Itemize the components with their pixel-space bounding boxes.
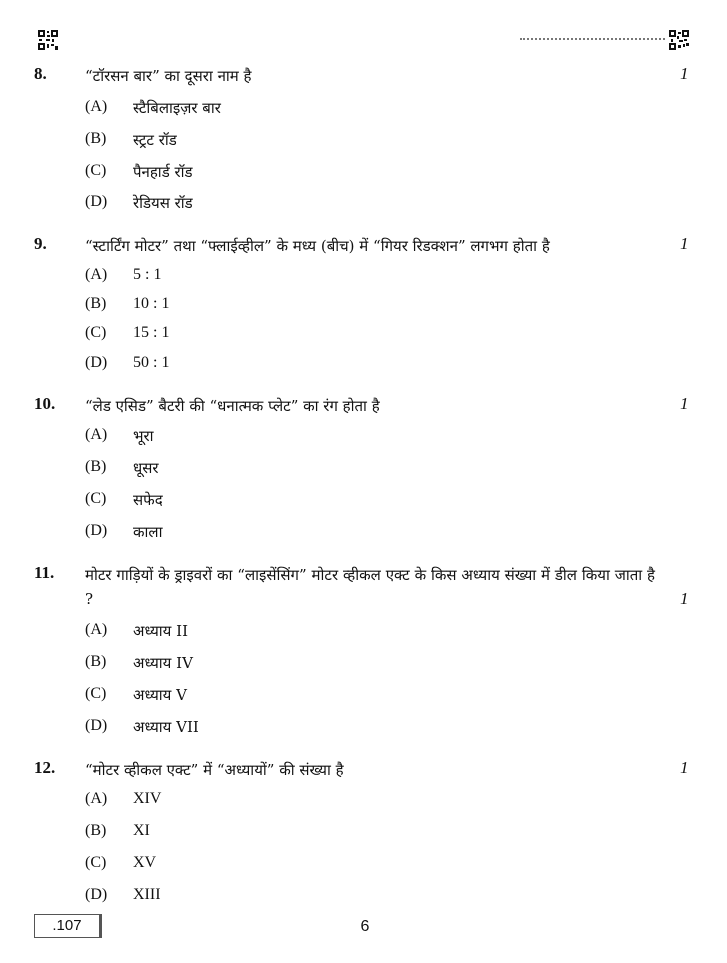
question-number: 8. (34, 64, 47, 83)
option-label: (C) (85, 490, 107, 507)
option-label: (A) (85, 790, 108, 807)
option-text: भूरा (133, 427, 154, 445)
option-label: (D) (85, 354, 108, 371)
question-text: “लेड एसिड” बैटरी की “धनात्मक प्लेट” का रंग होता है (85, 397, 380, 415)
option-text: स्टैबिलाइज़र बार (133, 99, 221, 117)
option-text: XIII (133, 886, 161, 903)
question-number: 12. (34, 758, 56, 777)
option-label: (B) (85, 130, 107, 147)
option-text: काला (133, 523, 163, 541)
option-text: स्ट्रट रॉड (133, 131, 177, 149)
question-text: “टॉरसन बार” का दूसरा नाम है (85, 67, 252, 85)
option-text: XIV (133, 790, 162, 807)
option-text: अध्याय VII (133, 718, 199, 736)
option-label: (B) (85, 295, 107, 312)
option-label: (A) (85, 266, 108, 283)
option-text: 5 : 1 (133, 266, 162, 283)
option-label: (B) (85, 653, 107, 670)
question-marks: 1 (680, 394, 689, 413)
option-text: धूसर (133, 459, 159, 477)
header-dotted-line (520, 38, 665, 40)
question-text: “मोटर व्हीकल एक्ट” में “अध्यायों” की संख्या है (85, 761, 344, 779)
question-marks: 1 (680, 589, 689, 608)
qr-code-icon (669, 30, 689, 50)
option-text: XI (133, 822, 150, 839)
option-label: (C) (85, 685, 107, 702)
option-text: पैनहार्ड रॉड (133, 163, 193, 181)
option-label: (B) (85, 822, 107, 839)
question-number: 9. (34, 234, 47, 253)
paper-code: .107 (34, 914, 102, 938)
option-label: (C) (85, 324, 107, 341)
option-text: 10 : 1 (133, 295, 170, 312)
option-text: 15 : 1 (133, 324, 170, 341)
option-label: (A) (85, 426, 108, 443)
option-text: अध्याय II (133, 622, 189, 640)
question-marks: 1 (680, 234, 689, 253)
option-label: (D) (85, 193, 108, 210)
option-label: (C) (85, 854, 107, 871)
question-text: मोटर गाड़ियों के ड्राइवरों का “लाइसेंसिंग” मोटर व्हीकल एक्ट के किस अध्याय संख्या में डील किया जाता है ? (85, 566, 655, 608)
option-label: (D) (85, 717, 108, 734)
option-label: (B) (85, 458, 107, 475)
option-label: (C) (85, 162, 107, 179)
page-number: 6 (360, 918, 370, 935)
question-text: “स्टार्टिंग मोटर” तथा “फ्लाईव्हील” के मध्य (बीच) में “गियर रिडक्शन” लगभग होता है (85, 237, 550, 255)
question-marks: 1 (680, 64, 689, 83)
option-label: (A) (85, 621, 108, 638)
option-text: XV (133, 854, 157, 871)
option-label: (A) (85, 98, 108, 115)
option-label: (D) (85, 522, 108, 539)
qr-code-icon (38, 30, 58, 50)
question-marks: 1 (680, 758, 689, 777)
question-number: 11. (34, 563, 55, 582)
option-text: सफेद (133, 491, 163, 509)
option-text: अध्याय IV (133, 654, 193, 672)
option-label: (D) (85, 886, 108, 903)
option-text: रेडियस रॉड (133, 194, 193, 212)
option-text: 50 : 1 (133, 354, 170, 371)
question-number: 10. (34, 394, 56, 413)
option-text: अध्याय V (133, 686, 187, 704)
